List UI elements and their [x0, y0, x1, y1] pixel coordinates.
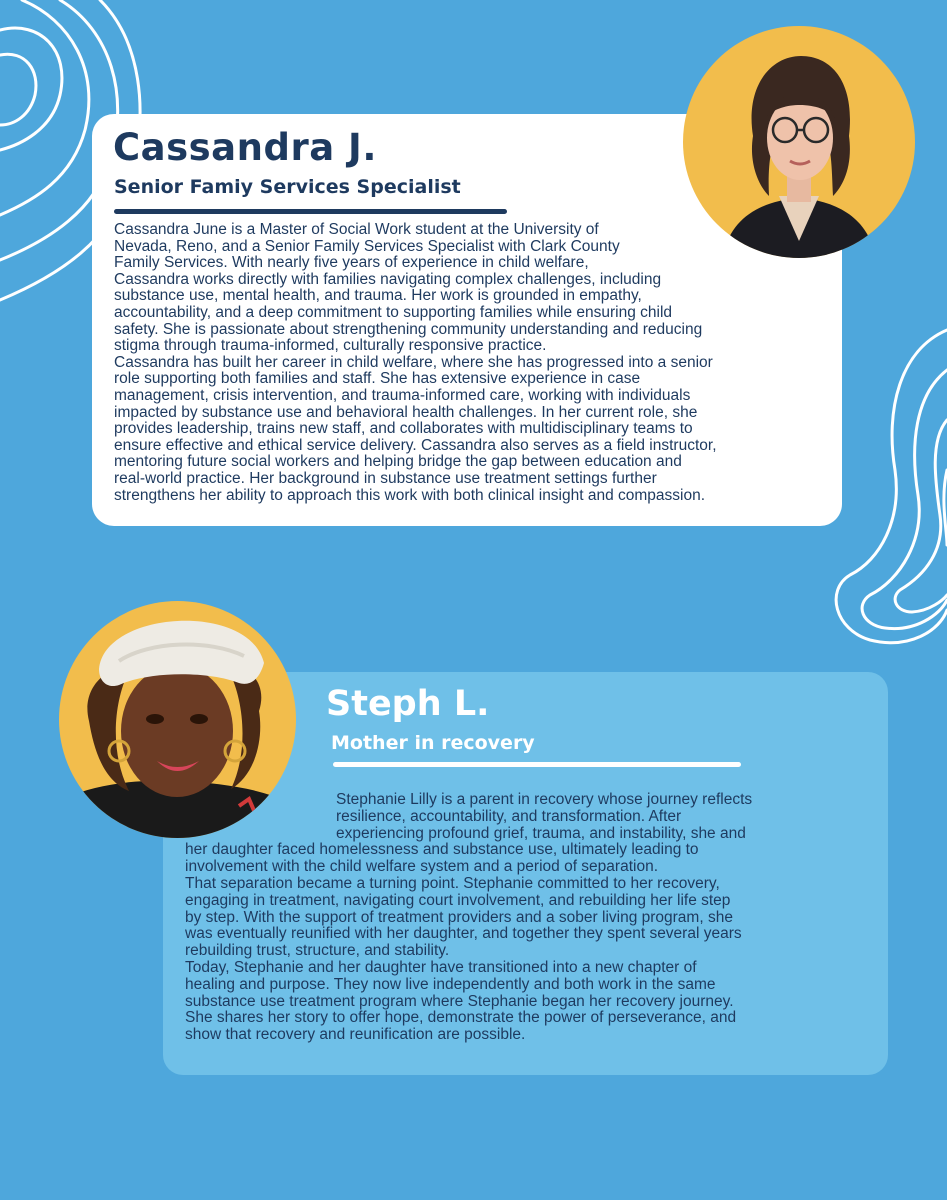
- divider: [333, 762, 741, 767]
- bio-line: That separation became a turning point. Stephanie committed to her recovery,: [185, 874, 720, 892]
- bio-line: resilience, accountability, and transformation. After: [336, 807, 682, 825]
- bio-line: healing and purpose. They now live independently and both work in the same: [185, 975, 716, 993]
- bio-line: Family Services. With nearly five years of experience in child welfare,: [114, 254, 589, 272]
- woman-selfie-photo-icon: [59, 601, 296, 838]
- bio-line: real-world practice. Her background in substance use treatment settings further: [114, 469, 657, 487]
- bio-line: provides leadership, trains new staff, and collaborates with multidisciplinary teams to: [114, 420, 693, 438]
- bio-line: Cassandra has built her career in child welfare, where she has progressed into a senior: [114, 353, 713, 371]
- profile-bio: [114, 222, 834, 504]
- bio-line: impacted by substance use and behavioral health challenges. In her current role, she: [114, 403, 698, 421]
- bio-line: stigma through trauma-informed, culturally responsive practice.: [114, 337, 547, 355]
- profile-role: Senior Famiy Services Specialist: [114, 176, 461, 198]
- bio-line: substance use treatment program where Stephanie began her recovery journey.: [185, 992, 734, 1010]
- bio-line: was eventually reunified with her daughter, and together they spent several years: [185, 925, 742, 943]
- bio-line: strengthens her ability to approach this work with both clinical insight and compassion.: [114, 486, 706, 504]
- bio-line: safety. She is passionate about strengthening community understanding and reducing: [114, 320, 703, 338]
- bio-line: accountability, and a deep commitment to supporting families while ensuring child: [114, 303, 673, 321]
- bio-line: involvement with the child welfare system and a period of separation.: [185, 858, 658, 876]
- bio-line: engaging in treatment, navigating court involvement, and rebuilding her life step: [185, 891, 731, 909]
- bio-line: substance use, mental health, and trauma. Her work is grounded in empathy,: [114, 287, 642, 305]
- bio-line: Nevada, Reno, and a Senior Family Services Specialist with Clark County: [114, 237, 620, 255]
- bio-line: Stephanie Lilly is a parent in recovery whose journey reflects: [336, 791, 753, 808]
- bio-line: by step. With the support of treatment providers and a sober living program, she: [185, 908, 733, 926]
- bio-line: Cassandra works directly with families navigating complex challenges, including: [114, 270, 662, 288]
- profile-bio: [185, 792, 875, 1044]
- bio-line: She shares her story to offer hope, demonstrate the power of perseverance, and: [185, 1009, 737, 1027]
- bio-line: role supporting both families and staff. She has extensive experience in case: [114, 370, 641, 388]
- bio-line: mentoring future social workers and helping bridge the gap between education and: [114, 453, 682, 471]
- bio-line: her daughter faced homelessness and substance use, ultimately leading to: [185, 841, 699, 859]
- profile-name: Steph L.: [326, 684, 490, 724]
- woman-portrait-photo-icon: [683, 26, 915, 258]
- bio-line: show that recovery and reunification are possible.: [185, 1026, 526, 1044]
- bio-line: Today, Stephanie and her daughter have transitioned into a new chapter of: [185, 958, 697, 976]
- bio-line: Cassandra June is a Master of Social Work student at the University of: [114, 221, 599, 238]
- bio-line: ensure effective and ethical service delivery. Cassandra also serves as a field instructor,: [114, 436, 717, 454]
- bio-line: management, crisis intervention, and trauma-informed care, working with individuals: [114, 386, 691, 404]
- bio-line: experiencing profound grief, trauma, and instability, she and: [336, 824, 746, 842]
- profile-role: Mother in recovery: [331, 732, 535, 754]
- bio-line: rebuilding trust, structure, and stability.: [185, 942, 450, 960]
- profile-name: Cassandra J.: [113, 126, 377, 169]
- divider: [114, 209, 507, 214]
